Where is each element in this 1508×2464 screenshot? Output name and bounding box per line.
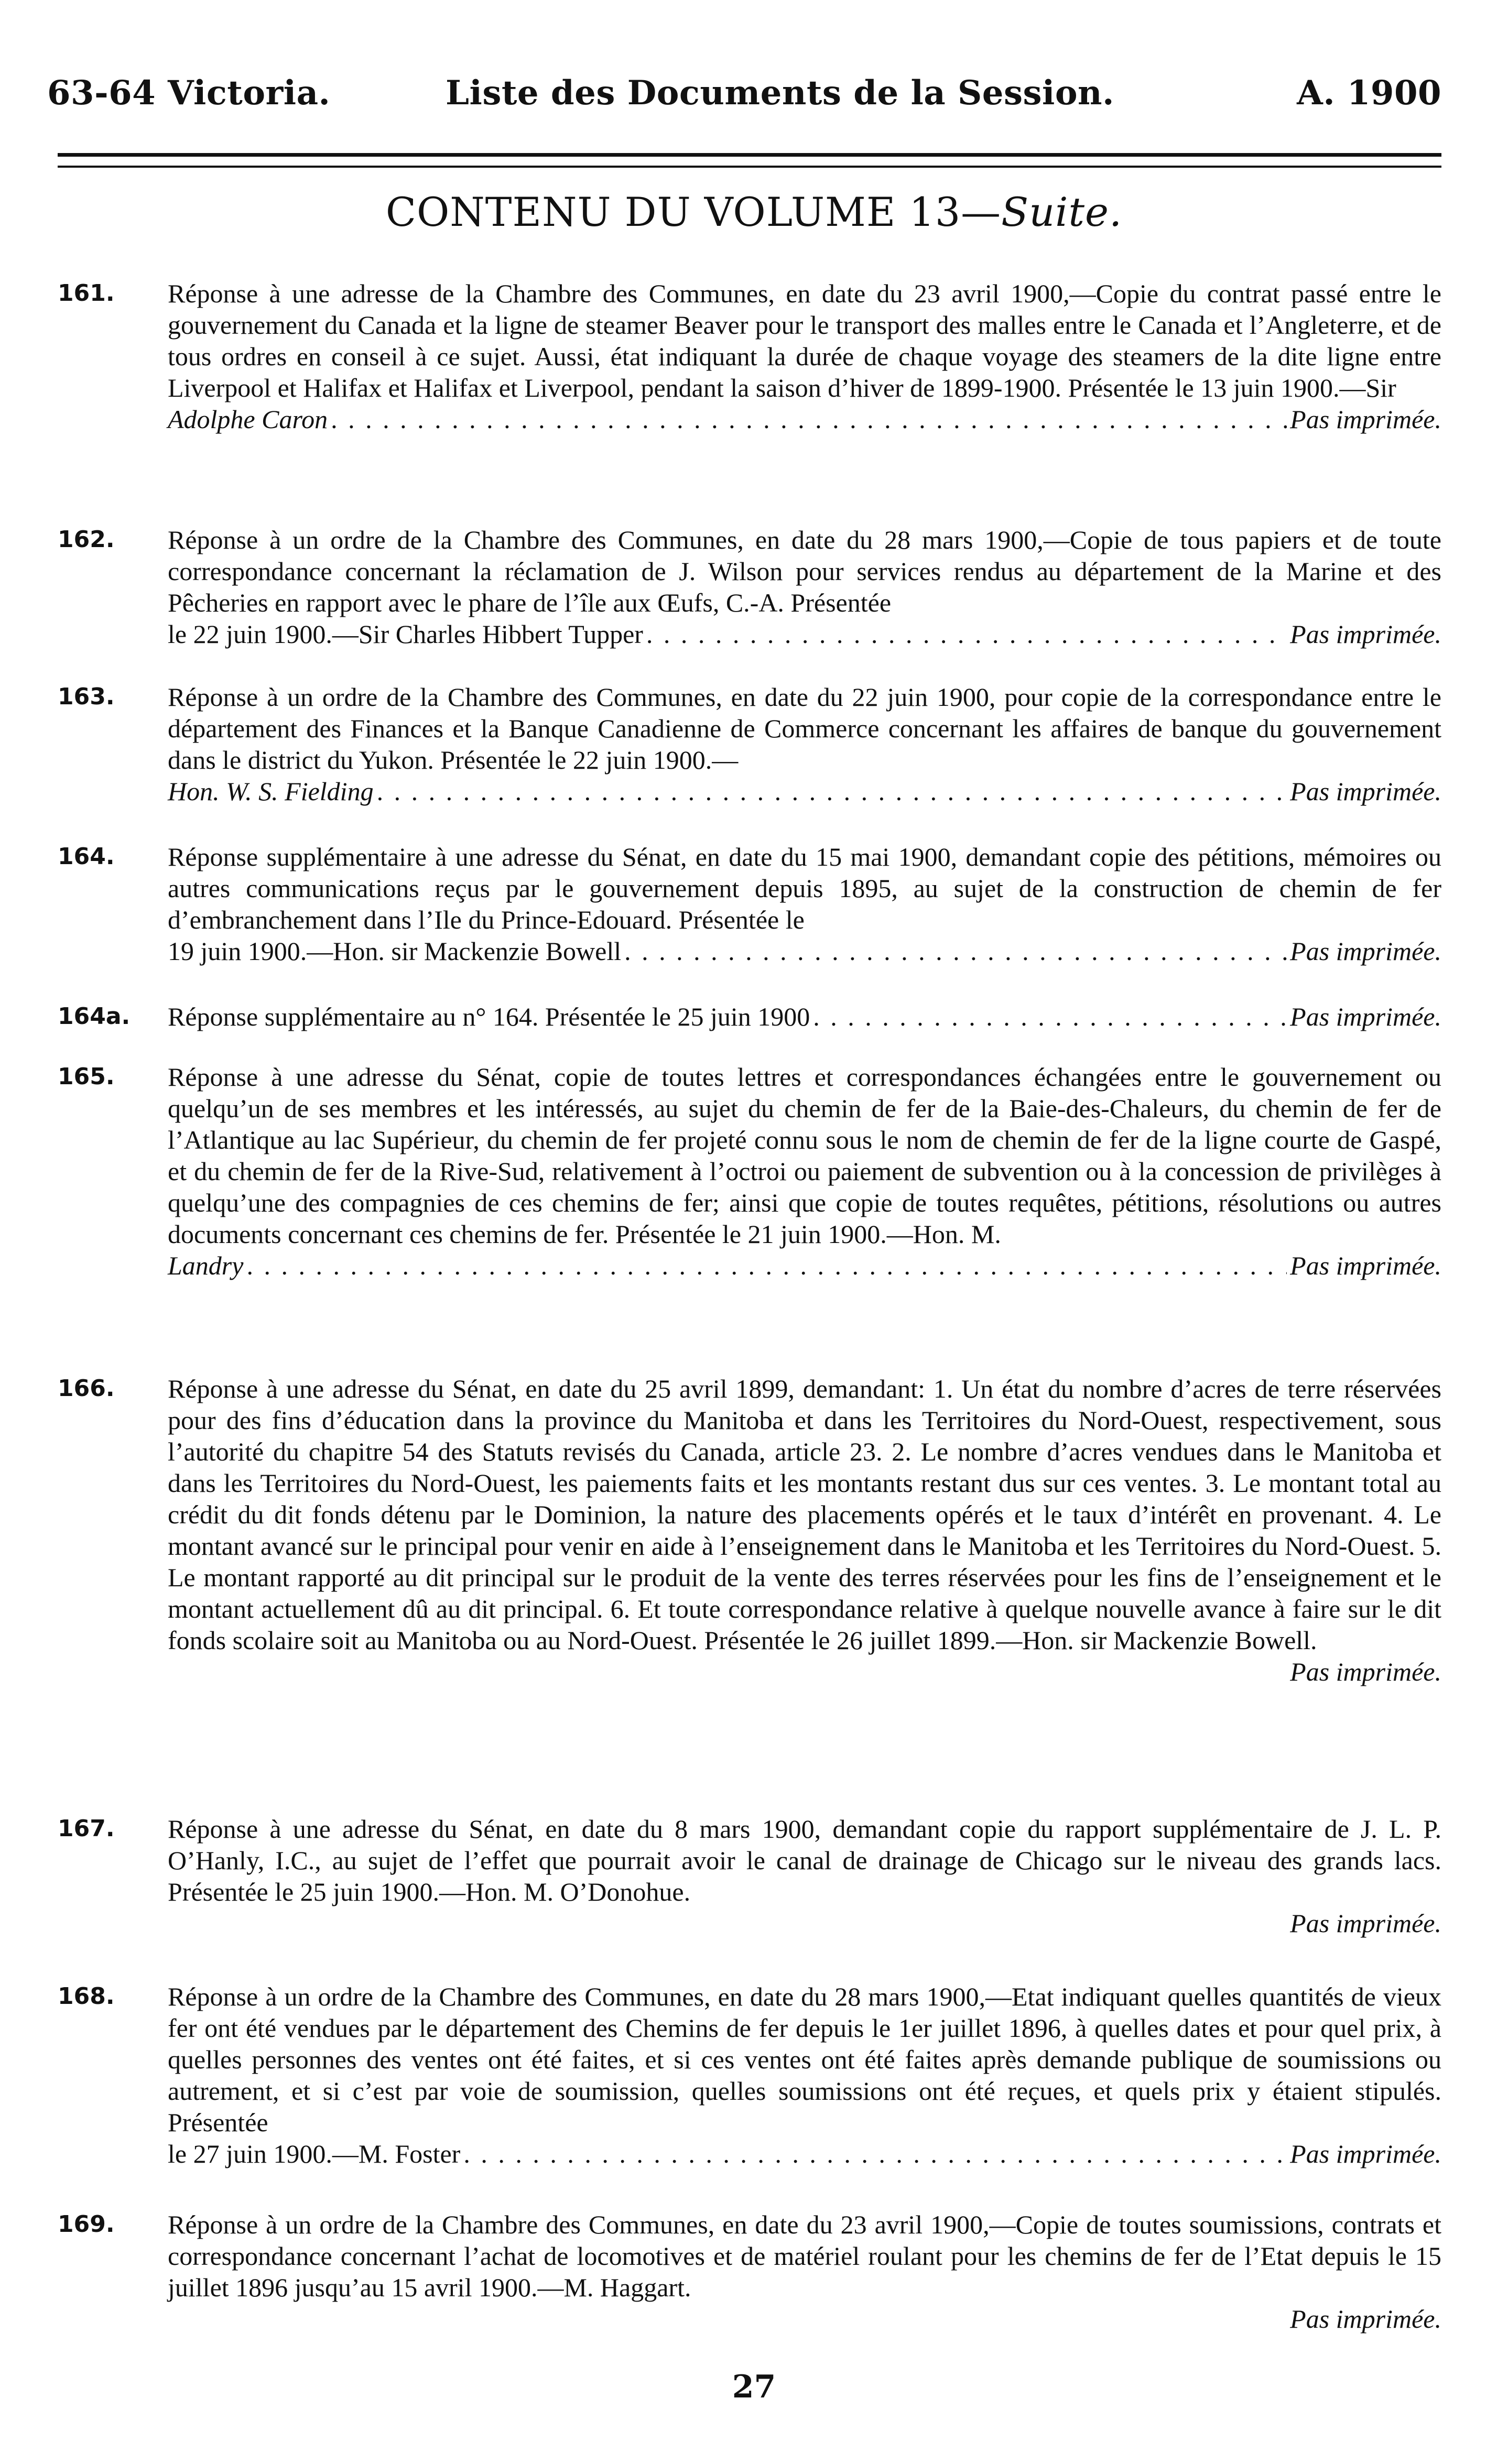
entry-number: 165. <box>58 1063 115 1090</box>
header-title: Liste des Documents de la Session. <box>446 73 1114 113</box>
entry-text: Réponse à une adresse du Sénat, copie de toutes lettres et correspondances échangées entre le gouvernement ou quelqu’un de ses membres et les intéressés, au sujet du chemin de fer de la Baie-des-Chaleurs, du chemin de fer de l’Atlantique au lac Supérieur, du chemin de fer projeté connu sous le nom de chemin de fer de la ligne courte de Gaspé, et du chemin de fer de la Rive-Sud, relativement à l’octroi ou paiement de subvention ou à la concession de privilèges à quelqu’une des compagnies de ces chemins de fer; ainsi que copie de toutes requêtes, pétitions, résolutions ou autres documents concernant ces chemins de fer. Présentée le 21 juin 1900.—Hon. M. <box>168 1062 1441 1249</box>
header-session: 63-64 Victoria. <box>47 73 331 113</box>
entry-sponsor: Landry <box>168 1251 244 1280</box>
status-label: Pas imprimée. <box>1290 1251 1441 1280</box>
leader-dots <box>246 1250 1287 1281</box>
entry-number: 168. <box>58 1983 115 2010</box>
entry-text: Réponse supplémentaire au n° 164. Présentée le 25 juin 1900 <box>168 1002 810 1031</box>
entry-sponsor: 19 juin 1900.—Hon. sir Mackenzie Bowell <box>168 936 622 966</box>
header-rule-thick <box>58 153 1441 157</box>
running-header <box>47 73 1441 121</box>
entry-text: Réponse à une adresse du Sénat, en date du 25 avril 1899, demandant: 1. Un état du nombre d’acres de terre réservées pour des fins d’éducation dans la province du Manitoba et dans les Territoires du Nord-Ouest, respectivement, sous l’autorité du chapitre 54 des Statuts revisés du Canada, article 23. 2. Le nombre d’acres vendues dans le Manitoba et dans les Territoires du Nord-Ouest, les paiements faits et les montants restant dus sur ces ventes. 3. Le montant total au crédit du dit fonds détenu par le Dominion, la nature des placements opérés et le taux d’intérêt en provenant. 4. Le montant avancé sur le principal pour venir en aide à l’enseignement dans le Manitoba et les Territoires du Nord-Ouest. 5. Le montant rapporté au dit principal sur le produit de la vente des terres réservées pour les fins de l’enseignement et le montant actuellement dû au dit principal. 6. Et toute correspondance relative à quelque nouvelle avance à faire sur le dit fonds scolaire soit au Manitoba ou au Nord-Ouest. Présentée le 26 juillet 1899.—Hon. sir Mackenzie Bowell. <box>168 1374 1441 1655</box>
leader-dots <box>624 935 1287 967</box>
status-label: Pas imprimée. <box>1290 936 1441 966</box>
entry-number: 161. <box>58 280 115 307</box>
entry-last-line <box>168 1001 1441 1032</box>
header-rule-thin <box>58 166 1441 168</box>
leader-dots <box>646 618 1287 650</box>
status-label: Pas imprimée. <box>1290 1002 1441 1031</box>
leader-dots <box>813 1001 1287 1032</box>
entry-last-line <box>168 776 1441 807</box>
status-label: Pas imprimée. <box>1290 1657 1441 1686</box>
header-year: A. 1900 <box>1297 73 1441 113</box>
list-item <box>58 681 1441 807</box>
list-item <box>58 278 1441 435</box>
entry-text: Réponse à un ordre de la Chambre des Communes, en date du 28 mars 1900,—Copie de tous papiers et de toute correspondance concernant la réclamation de J. Wilson pour services rendus au département de la Marine et des Pêcheries en rapport avec le phare de l’île aux Œufs, C.-A. Présentée <box>168 525 1441 617</box>
entry-number: 163. <box>58 683 115 710</box>
entry-sponsor: Adolphe Caron <box>168 405 328 434</box>
list-item <box>58 2209 1441 2335</box>
entry-text: Réponse à un ordre de la Chambre des Communes, en date du 22 juin 1900, pour copie de la correspondance entre le département des Finances et la Banque Canadienne de Commerce concernant les affaires de banque du gouvernement dans le district du Yukon. Présentée le 22 juin 1900.— <box>168 682 1441 775</box>
entry-number: 169. <box>58 2211 115 2238</box>
entry-number: 167. <box>58 1815 115 1842</box>
list-item <box>58 841 1441 967</box>
entry-sponsor: le 22 juin 1900.—Sir Charles Hibbert Tupper <box>168 619 643 649</box>
entry-last-line <box>168 404 1441 435</box>
list-item <box>58 1061 1441 1281</box>
entry-number: 164a. <box>58 1003 131 1030</box>
page-number: 27 <box>732 2369 776 2405</box>
entry-last-line <box>168 618 1441 650</box>
volume-title <box>0 189 1508 235</box>
list-item <box>58 1373 1441 1687</box>
entry-text: Réponse à un ordre de la Chambre des Communes, en date du 23 avril 1900,—Copie de toutes soumissions, contrats et correspondance concernant l’achat de locomotives et de matériel roulant pour les chemins de fer de l’Etat depuis le 15 juillet 1896 jusqu’au 15 avril 1900.—M. Haggart. <box>168 2210 1441 2302</box>
entry-text: Réponse supplémentaire à une adresse du Sénat, en date du 15 mai 1900, demandant copie des pétitions, mémoires ou autres communications reçus par le gouvernement depuis 1895, au sujet de la construction de chemin de fer d’embranchement dans l’Ile du Prince-Edouard. Présentée le <box>168 842 1441 934</box>
volume-title-suffix: Suite. <box>1001 189 1123 235</box>
status-label: Pas imprimée. <box>1290 777 1441 806</box>
status-label: Pas imprimée. <box>1290 1909 1441 1938</box>
leader-dots <box>331 404 1287 435</box>
entry-text: Réponse à une adresse de la Chambre des Communes, en date du 23 avril 1900,—Copie du contrat passé entre le gouvernement du Canada et la ligne de steamer Beaver pour le transport des malles entre le Canada et l’Angleterre, et de tous ordres en conseil à ce sujet. Aussi, état indiquant la durée de chaque voyage des steamers de la dite ligne entre Liverpool et Halifax et Halifax et Liverpool, pendant la saison d’hiver de 1899-1900. Présentée le 13 juin 1900.—Sir <box>168 279 1441 402</box>
leader-dots <box>463 2138 1287 2169</box>
entry-number: 164. <box>58 843 115 870</box>
entry-number: 166. <box>58 1375 115 1402</box>
leader-dots <box>377 776 1287 807</box>
status-label: Pas imprimée. <box>1290 619 1441 649</box>
list-item <box>58 1001 1441 1032</box>
entry-sponsor: Hon. W. S. Fielding <box>168 777 374 806</box>
status-label: Pas imprimée. <box>1290 2139 1441 2168</box>
status-label: Pas imprimée. <box>1290 2304 1441 2334</box>
entry-text: Réponse à un ordre de la Chambre des Communes, en date du 28 mars 1900,—Etat indiquant quelles quantités de vieux fer ont été vendues par le département des Chemins de fer depuis le 1er juillet 1896, à quelles dates et pour quel prix, à quelles personnes des ventes ont été faites, et si ces ventes ont été faites après demande publique de soumissions ou autrement, et si c’est par voie de soumission, quelles soumissions ont été reçues, et quels prix y étaient stipulés. Présentée <box>168 1982 1441 2137</box>
entry-last-line <box>168 1250 1441 1281</box>
list-item <box>58 524 1441 650</box>
entry-last-line <box>168 935 1441 967</box>
list-item <box>58 1981 1441 2169</box>
entry-text: Réponse à une adresse du Sénat, en date du 8 mars 1900, demandant copie du rapport supplémentaire de J. L. P. O’Hanly, I.C., au sujet de l’effet que pourrait avoir le canal de drainage de Chicago sur le niveau des grands lacs. Présentée le 25 juin 1900.—Hon. M. O’Donohue. <box>168 1814 1441 1906</box>
entry-number: 162. <box>58 526 115 553</box>
list-item <box>58 1813 1441 1939</box>
entry-last-line <box>168 2138 1441 2169</box>
volume-title-main: CONTENU DU VOLUME 13— <box>385 189 1002 235</box>
status-label: Pas imprimée. <box>1290 405 1441 434</box>
entry-sponsor: le 27 juin 1900.—M. Foster <box>168 2139 461 2168</box>
